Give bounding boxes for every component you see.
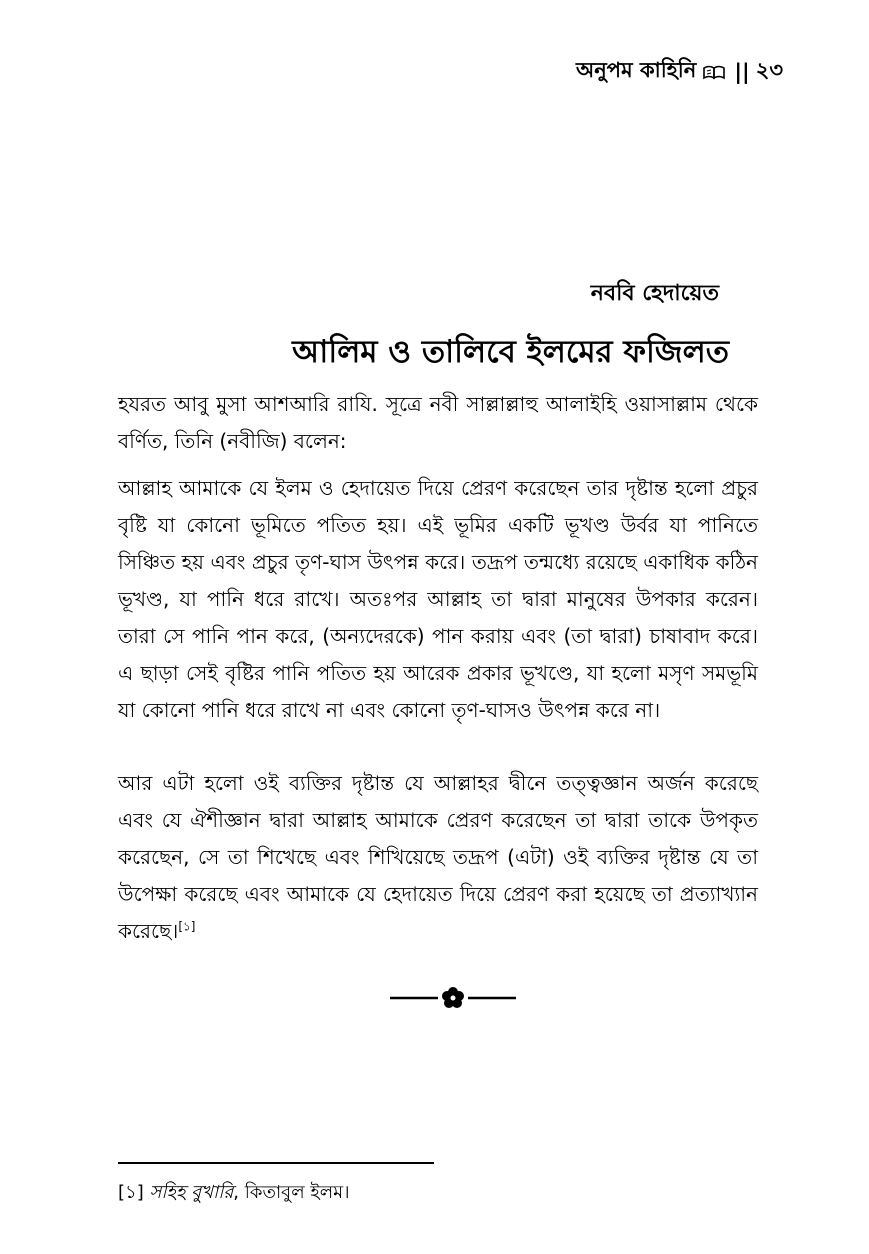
footnote-marker: [১] bbox=[118, 1182, 144, 1203]
footnote-reference[interactable]: [১] bbox=[178, 919, 196, 934]
footnote-source-title: সহিহ বুখারি bbox=[149, 1182, 234, 1203]
hadith-paragraph-2 bbox=[118, 765, 758, 950]
open-book-icon bbox=[702, 62, 728, 82]
hadith-paragraph-2-text: আর এটা হলো ওই ব্যক্তির দৃষ্টান্ত যে আল্লাহর দ্বীনে তত্ত্বজ্ঞান অর্জন করেছে এবং যে ঐশীজ্ঞান দ্বারা আল্লাহ আমাকে প্রেরণ করেছেন তা দ্বারা তাকে উপকৃত করেছেন, সে তা শিখেছে এবং শিখিয়েছে তদ্রূপ (এটা) ওই ব্যক্তির দৃষ্টান্ত যে তা উপেক্ষা করেছে এবং আমাকে যে হেদায়েত দিয়ে প্রেরণ করা হয়েছে তা প্রত্যাখ্যান করেছে। bbox=[118, 771, 758, 943]
footnote-divider bbox=[118, 1162, 434, 1164]
section-label: নববি হেদায়েত bbox=[590, 281, 719, 306]
chapter-title: আলিম ও তালিবে ইলমের ফজিলত bbox=[292, 334, 729, 370]
page-number: ২৩ bbox=[755, 58, 783, 82]
footnote-source-chapter: , কিতাবুল ইলম। bbox=[233, 1182, 350, 1203]
intro-paragraph: হযরত আবু মুসা আশআরি রাযি. সূত্রে নবী সাল্লাল্লাহু আলাইহি ওয়াসাল্লাম থেকে বর্ণিত, তিনি (নবীজি) বলেন: bbox=[118, 392, 758, 453]
hadith-paragraph-1: আল্লাহ আমাকে যে ইলম ও হেদায়েত দিয়ে প্রেরণ করেছেন তার দৃষ্টান্ত হলো প্রচুর বৃষ্টি যা কোনো ভূমিতে পতিত হয়। এই ভূমির একটি ভূখণ্ড উর্বর যা পানিতে সিঞ্চিত হয় এবং প্রচুর তৃণ-ঘাস উৎপন্ন করে। তদ্রূপ তন্মধ্যে রয়েছে একাধিক কঠিন ভূখণ্ড, যা পানি ধরে রাখে। অতঃপর আল্লাহ তা দ্বারা মানুষের উপকার করেন। তারা সে পানি পান করে, (অন্যদেরকে) পান করায় এবং (তা দ্বারা) চাষাবাদ করে। এ ছাড়া সেই বৃষ্টির পানি পতিত হয় আরেক প্রকার ভূখণ্ডে, যা হলো মসৃণ সমভূমি যা কোনো পানি ধরে রাখে না এবং কোনো তৃণ-ঘাসও উৎপন্ন করে না। bbox=[118, 476, 758, 722]
footnote bbox=[118, 1178, 350, 1209]
header-separator: || bbox=[734, 59, 750, 84]
running-header bbox=[576, 54, 783, 89]
book-title: অনুপম কাহিনি bbox=[576, 58, 697, 82]
flower-divider-icon bbox=[388, 984, 518, 1012]
